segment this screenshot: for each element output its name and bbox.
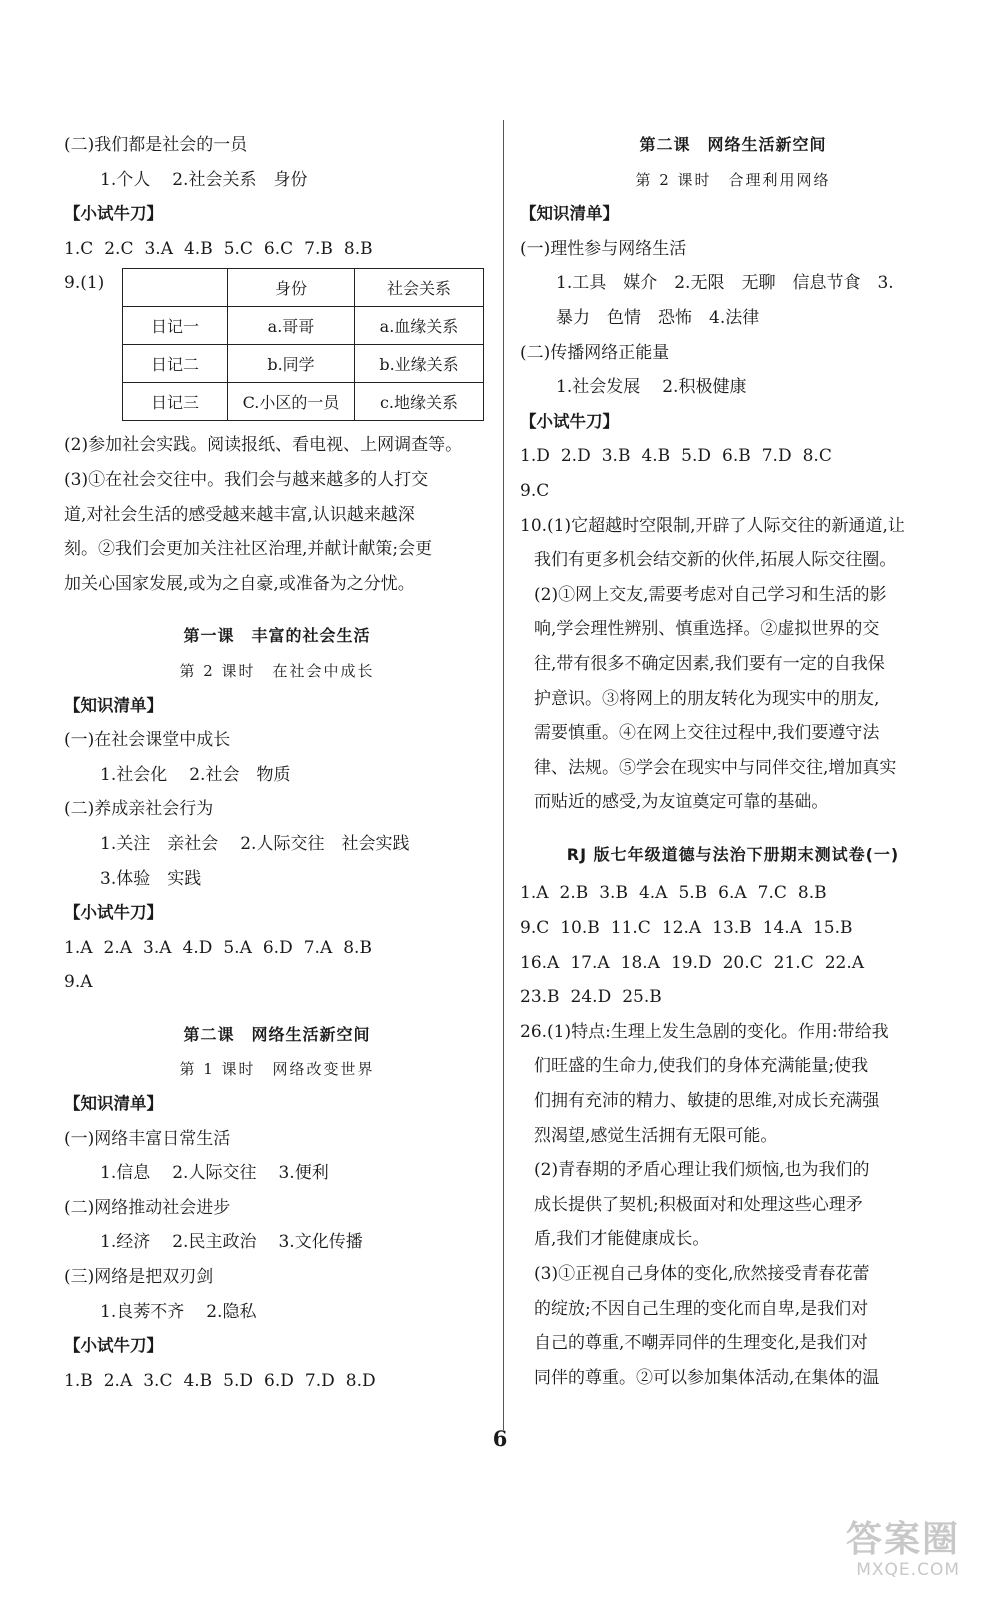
answer-item: 1.经济 — [100, 1232, 151, 1253]
answer: 5.D — [681, 446, 712, 467]
answer-item: 1.关注 亲社会 — [100, 833, 219, 854]
answer: 2.C — [104, 238, 134, 259]
section-heading: (一)在社会课堂中成长 — [64, 730, 231, 751]
answer: 2.D — [560, 446, 591, 467]
watermark-logo — [810, 1520, 960, 1582]
answer-row — [520, 876, 946, 911]
practice-label: 【小试牛刀】 — [64, 204, 163, 224]
answer-paragraph: 的绽放;不因自己生理的变化而自卑,是我们对 — [534, 1298, 869, 1319]
answer-paragraph: 10.(1)它超越时空限制,开辟了人际交往的新通道,让 — [520, 515, 905, 536]
answer: 18.A — [620, 952, 660, 973]
answer-paragraph: 护意识。③将网上的朋友转化为现实中的朋友, — [534, 688, 880, 709]
answer: 6.A — [718, 883, 747, 904]
table-row — [123, 345, 484, 383]
answer-paragraph: (3)①正视自己身体的变化,欣然接受青春花蕾 — [534, 1264, 870, 1284]
answer: 5.A — [223, 937, 252, 958]
answer-paragraph: 26.(1)特点:生理上发生急剧的变化。作用:带给我 — [520, 1021, 889, 1042]
answer: 5.C — [223, 238, 253, 259]
answer: 3.C — [143, 1370, 173, 1391]
answer: 8.B — [343, 937, 372, 958]
answer: 6.B — [722, 446, 751, 467]
answer-line — [64, 163, 490, 198]
answer: 3.B — [601, 446, 631, 467]
answer-paragraph: 们拥有充沛的精力、敏捷的思维,对成长充满强 — [534, 1091, 880, 1112]
answer: 15.B — [812, 918, 853, 939]
section-heading: (二)网络推动社会进步 — [64, 1197, 231, 1218]
answer: 22.A — [824, 952, 865, 973]
watermark-url: MXQE.COM — [856, 1560, 960, 1580]
answer: 17.A — [570, 952, 610, 973]
answer-item: 3.便利 — [278, 1163, 329, 1184]
section-heading: (二)养成亲社会行为 — [64, 799, 214, 820]
knowledge-label: 【知识清单】 — [520, 204, 619, 224]
answer: 8.C — [802, 446, 832, 467]
table-cell: b.业缘关系 — [355, 345, 484, 383]
table-cell: a.哥哥 — [228, 307, 355, 345]
answer: 16.A — [520, 952, 560, 973]
answer-item: 2.社会关系 身份 — [172, 169, 308, 190]
answer-line: 1.工具 媒介 2.无限 无聊 信息节食 3. — [556, 273, 894, 294]
answer-item: 2.人际交往 社会实践 — [240, 833, 410, 854]
left-column — [64, 128, 490, 1398]
answer-paragraph: 响,学会理性辨别、慎重选择。②虚拟世界的交 — [534, 619, 880, 640]
answer-item: 1.良莠不齐 — [100, 1301, 185, 1322]
answer: 5.D — [223, 1370, 254, 1391]
watermark-text: 答案圈 — [845, 1519, 960, 1560]
answer-item: 2.人际交往 — [172, 1163, 257, 1184]
answer: 8.B — [797, 883, 827, 904]
answer: 4.B — [641, 446, 671, 467]
answer-row — [64, 1364, 490, 1399]
answer-line — [64, 758, 490, 793]
answer-item: 1.信息 — [100, 1163, 151, 1184]
answer: 2.B — [559, 883, 589, 904]
answer-row: 9.C — [520, 480, 550, 501]
answer-paragraph: 同伴的尊重。②可以参加集体活动,在集体的温 — [534, 1367, 880, 1388]
answer-paragraph: 刻。②我们会更加关注社区治理,并献计献策;会更 — [64, 539, 433, 560]
answer: 14.A — [762, 918, 802, 939]
answer-row — [520, 946, 946, 981]
answer-item: 2.隐私 — [206, 1301, 257, 1322]
table-cell: b.同学 — [228, 345, 355, 383]
answer: 20.C — [722, 952, 763, 973]
answer: 13.B — [712, 918, 752, 939]
answer-item: 1.个人 — [100, 169, 151, 190]
lesson-title: 第二课 网络生活新空间 — [639, 135, 827, 154]
answer-item: 1.社会化 — [100, 764, 168, 785]
right-column — [520, 128, 946, 1395]
answer: 1.C — [64, 238, 94, 259]
lesson-title: 第二课 网络生活新空间 — [183, 1024, 371, 1044]
answer-row — [64, 931, 490, 966]
answer-paragraph: (2)参加社会实践。阅读报纸、看电视、上网调查等。 — [64, 435, 463, 456]
answer-line: 3.体验 实践 — [100, 868, 202, 889]
answer: 3.A — [143, 937, 172, 958]
answer-paragraph: 烈渴望,感觉生活拥有无限可能。 — [534, 1125, 778, 1146]
knowledge-label: 【知识清单】 — [64, 1094, 163, 1114]
section-heading: (三)网络是把双刃剑 — [64, 1267, 214, 1288]
answer-paragraph: 律、法规。⑤学会在现实中与同伴交往,增加真实 — [534, 757, 897, 778]
question-9 — [64, 268, 490, 428]
answer-row — [520, 911, 946, 946]
answer-paragraph: 我们有更多机会结交新的伙伴,拓展人际交往圈。 — [534, 550, 897, 571]
exam-title: RJ 版七年级道德与法治下册期末测试卷(一) — [566, 844, 900, 864]
answer: 1.A — [520, 883, 549, 904]
answer-item: 2.积极健康 — [662, 377, 747, 398]
lesson-subtitle: 第 2 课时 在社会中成长 — [179, 661, 375, 680]
table-cell: 日记一 — [123, 307, 228, 345]
answer: 6.D — [262, 937, 293, 958]
answer-row — [520, 980, 946, 1015]
answer: 2.A — [103, 1370, 133, 1391]
answer: 6.D — [264, 1370, 294, 1391]
column-divider — [503, 120, 504, 1430]
table-cell: 日记三 — [123, 383, 228, 421]
question-label: 9.(1) — [64, 273, 105, 294]
answer: 25.B — [622, 987, 662, 1008]
answer: 6.C — [263, 238, 294, 259]
answer-paragraph: (2)①网上交友,需要考虑对自己学习和生活的影 — [534, 584, 887, 605]
answer-line: 暴力 色情 恐怖 4.法律 — [556, 307, 760, 328]
lesson-title: 第一课 丰富的社会生活 — [183, 626, 371, 646]
section-heading: (一)理性参与网络生活 — [520, 238, 687, 259]
answer-paragraph: 盾,我们才能健康成长。 — [534, 1229, 710, 1250]
answer: 7.D — [761, 446, 792, 467]
answer: 21.C — [773, 952, 814, 973]
table-cell: a.血缘关系 — [355, 307, 484, 345]
answer: 5.B — [678, 883, 708, 904]
answer-paragraph: (2)青春期的矛盾心理让我们烦恼,也为我们的 — [534, 1160, 870, 1181]
table-row — [123, 269, 484, 307]
lesson-subtitle: 第 2 课时 合理利用网络 — [635, 170, 831, 189]
answer-line — [64, 1225, 490, 1260]
answer-item: 2.社会 物质 — [189, 764, 291, 785]
answer: 7.C — [757, 883, 787, 904]
answer-paragraph: (3)①在社会交往中。我们会与越来越多的人打交 — [64, 469, 429, 490]
answer: 12.A — [661, 918, 702, 939]
answer-line — [64, 1156, 490, 1191]
answer: 11.C — [610, 918, 651, 939]
table-cell: 日记二 — [123, 345, 228, 383]
table-cell: C.小区的一员 — [228, 383, 355, 421]
answer: 10.B — [560, 918, 600, 939]
answer: 7.B — [304, 238, 333, 259]
answer-paragraph: 需要慎重。④在网上交往过程中,我们要遵守法 — [534, 723, 880, 744]
answer-paragraph: 自己的尊重,不嘲弄同伴的生理变化,是我们对 — [534, 1333, 868, 1354]
answer-row — [64, 232, 490, 267]
table-cell — [123, 269, 228, 307]
answer: 4.A — [638, 883, 668, 904]
lesson-subtitle: 第 1 课时 网络改变世界 — [179, 1060, 375, 1079]
answer: 8.B — [343, 238, 373, 259]
answer-paragraph: 加关心国家发展,或为之自豪,或准备为之分忧。 — [64, 573, 415, 594]
answer: 4.B — [183, 1370, 213, 1391]
practice-label: 【小试牛刀】 — [520, 411, 619, 431]
answer-paragraph: 道,对社会生活的感受越来越丰富,认识越来越深 — [64, 504, 415, 525]
answer-row — [520, 439, 946, 474]
answer: 4.D — [182, 937, 213, 958]
table-header: 身份 — [228, 269, 355, 307]
answer: 24.D — [570, 987, 612, 1008]
table-cell: c.地缘关系 — [355, 383, 484, 421]
table-header: 社会关系 — [355, 269, 484, 307]
answer: 1.A — [64, 937, 93, 958]
answer: 7.A — [303, 937, 333, 958]
table-row — [123, 307, 484, 345]
answer-line — [64, 827, 490, 862]
answer: 2.A — [103, 937, 132, 958]
answer-item: 1.社会发展 — [556, 377, 641, 398]
answer-paragraph: 往,带有很多不确定因素,我们要有一定的自我保 — [534, 653, 885, 674]
answer: 19.D — [670, 952, 712, 973]
answer: 3.B — [599, 883, 628, 904]
answer-row: 9.A — [64, 972, 93, 993]
answer: 7.D — [304, 1370, 335, 1391]
answer-paragraph: 们旺盛的生命力,使我们的身体充满能量;使我 — [534, 1056, 869, 1077]
practice-label: 【小试牛刀】 — [64, 903, 163, 923]
practice-label: 【小试牛刀】 — [64, 1336, 163, 1356]
section-heading: (一)网络丰富日常生活 — [64, 1128, 231, 1149]
knowledge-label: 【知识清单】 — [64, 695, 163, 715]
answer: 1.D — [520, 446, 550, 467]
answer-paragraph: 成长提供了契机;积极面对和处理这些心理矛 — [534, 1194, 863, 1215]
table-row — [123, 383, 484, 421]
answer: 4.B — [183, 238, 213, 259]
section-heading: (二)传播网络正能量 — [520, 342, 670, 363]
answer: 3.A — [144, 238, 173, 259]
answer-item: 2.民主政治 — [172, 1232, 257, 1253]
answer-line — [64, 1295, 490, 1330]
answer: 8.D — [345, 1370, 376, 1391]
answer-line — [520, 370, 946, 405]
answer: 1.B — [64, 1370, 93, 1391]
answer: 9.C — [520, 918, 550, 939]
section-heading: (二)我们都是社会的一员 — [64, 135, 248, 155]
page-number: 6 — [492, 1426, 508, 1451]
answer: 23.B — [520, 987, 560, 1008]
answer-paragraph: 而贴近的感受,为友谊奠定可靠的基础。 — [534, 792, 829, 813]
identity-table — [122, 268, 484, 421]
answer-item: 3.文化传播 — [278, 1232, 363, 1253]
